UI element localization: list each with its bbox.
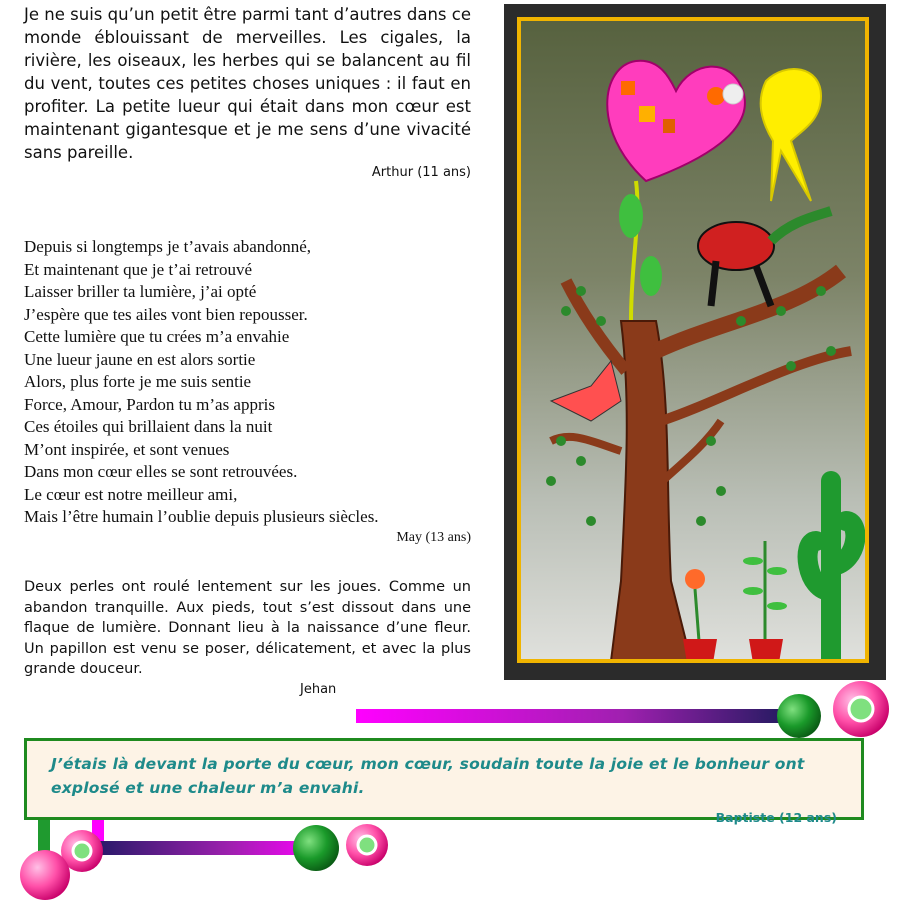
decor-bar — [100, 841, 320, 855]
decor-ball-center — [849, 697, 873, 721]
poem-text: Deux perles ont roulé lentement sur les joues. Comme un abandon tranquille. Aux pieds, tout s’est dissout dans une flaque de lumière. Donnant lieu à la naissance d’une fleur. Un papillon est venu se poser, délicatement, et avec la plus grande douceur. — [24, 579, 471, 677]
poem-line: Depuis si longtemps je t’avais abandonné, — [24, 237, 312, 256]
poem-line: Dans mon cœur elles se sont retrouvées. — [24, 462, 298, 481]
quote-box — [24, 738, 864, 825]
poem-line: Cette lumière que tu crées m’a envahie — [24, 327, 290, 346]
poem-line: Laisser briller ta lumière, j’ai opté — [24, 282, 257, 301]
poem-line: Alors, plus forte je me suis sentie — [24, 372, 252, 391]
poem-author: May (13 ans) — [396, 529, 471, 545]
poem-line: Mais l’être humain l’oublie depuis plusieurs siècles. — [24, 507, 379, 526]
poem-line: M’ont inspirée, et sont venues — [24, 439, 230, 459]
quote-text: J’étais là devant la porte du cœur, mon cœur, soudain toute la joie et le bonheur ont explosé et une chaleur m’a envahi. — [51, 755, 805, 797]
poem-line: Force, Amour, Pardon tu m’as appris — [24, 394, 275, 414]
poem-text: Je ne suis qu’un petit être parmi tant d’autres dans ce monde éblouissant de merveilles. Les cigales, la rivière, les oiseaux, les herbes qui se balancent au fil du vent, toutes ces petites choses uniques : il faut en profiter. La petite lueur qui était dans mon cœur est maintenant gigantesque et je me sens d’une vivacité sans pareille. — [24, 5, 471, 162]
poem-line: Le cœur est notre meilleur ami, — [24, 484, 238, 504]
quote-author: Baptiste (12 ans) — [715, 810, 837, 825]
decor-ball — [293, 825, 339, 871]
poem-author: Jehan — [300, 681, 337, 697]
decor-bar — [356, 709, 800, 723]
decor-ball — [20, 850, 70, 900]
poem-author: Arthur (11 ans) — [371, 165, 471, 180]
decor-ball-center — [73, 842, 91, 860]
poem-line: Une lueur jaune en est alors sortie — [24, 349, 256, 369]
poem-line: J’espère que tes ailes vont bien repousser. — [24, 304, 308, 324]
decor-ball-center — [358, 836, 376, 854]
poem-line: Et maintenant que je t’ai retrouvé — [24, 259, 252, 279]
poem-line: Ces étoiles qui brillaient dans la nuit — [24, 417, 273, 436]
decor-ball — [777, 694, 821, 738]
